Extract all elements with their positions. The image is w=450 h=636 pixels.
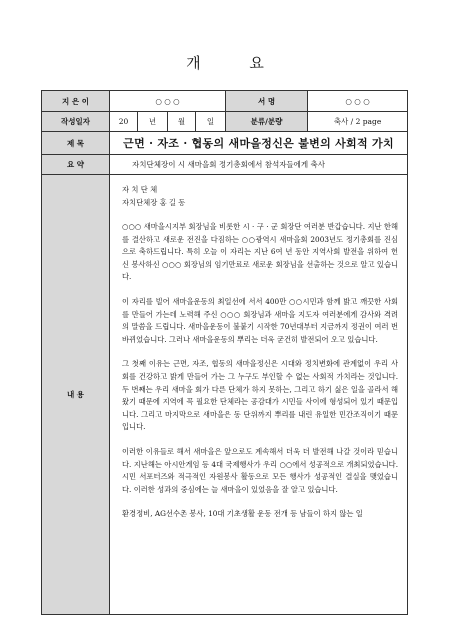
content-paragraph-4: 이러한 이유들로 해서 새마을은 앞으로도 계속해서 더욱 더 발전해 나갈 것이라 믿습니다. 지난해는 아시안게임 등 4대 국제행사가 우리 ○○에서 성공적으로 개최되었습니다. 시민 서포터즈와 적극적인 자원봉사 활동으로 모든 행사가 성공적인 결실을 맺었습니다. 이러한 성과의 중심에는 늘 새마을이 있었음을 잘 알고 있습니다. [122,446,399,494]
author-label: 지 은 이 [42,91,110,112]
date-label: 작성일자 [42,112,110,132]
category-label: 분류/분량 [226,112,308,132]
author-value: ○ ○ ○ [110,91,226,112]
date-year-value: 20 [110,112,138,132]
content-paragraph-3: 그 첫째 이유는 근면, 자조, 협동의 새마을정신은 시대와 정치변화에 관계없이 우리 사회를 건강하고 밝게 만들어 가는 그 누구도 부인할 수 없는 사회적 가치라는 것입니다. 두 번째는 우리 새마을 회가 다른 단체가 하지 못하는, 그리고 하기 싫은 일을 골라서 해 왔기 때문에 지역에 꼭 필요한 단체라는 공감대가 시민들 사이에 형성되어 있기 때문입니다. 그리고 마지막으로 새마을은 동 단위까지 뿌리를 내린 유일한 민간조직이기 때문입니다. [122,359,399,432]
summary-label: 요 약 [42,155,110,175]
content-label: 내 용 [42,175,110,615]
subject-value: 근면 · 자조 · 협동의 새마을정신은 불변의 사회적 가치 [110,132,408,155]
date-year-unit: 년 [138,112,168,132]
summary-form-table [41,90,408,615]
summary-value: 자치단체장이 시 새마을회 정기총회에서 참석자들에게 축사 [110,155,408,175]
content-paragraph-5: 환경정비, AG선수촌 봉사, 10대 기초생활 운동 전개 등 남들이 하지 않는 일 [122,509,363,519]
document-title: 개 요 [186,54,286,72]
date-month-unit: 월 [168,112,196,132]
content-speaker-line: 자치단체장 홍 길 동 [122,198,186,207]
book-title-label: 서 명 [226,91,308,112]
book-title-value: ○ ○ ○ [308,91,408,112]
subject-label: 제 목 [42,132,110,155]
date-day-unit: 일 [196,112,226,132]
content-body [110,175,408,615]
content-paragraph-2: 이 자리를 빌어 새마을운동의 최일선에 서서 400만 ○○시민과 함께 밝고 깨끗한 사회를 만들어 가는데 노력해 주신 ○○○ 회장님과 새마을 지도자 여러분에게 감사와 격려의 말씀을 드립니다. 새마을운동이 불붙기 시작한 70년대부터 지금까지 정권이 여러 번 바뀌었습니다. 그러나 새마을운동의 뿌리는 더욱 굳건히 발전되어 오고 있습니다. [122,296,399,344]
category-value: 축사 / 2 page [308,112,408,132]
content-org-line: 자 치 단 체 [122,185,158,194]
content-paragraph-1: ○○○ 새마을시지부 회장님을 비롯한 시 · 구 · 군 회장단 여러분 반갑습니다. 지난 한해를 결산하고 새로운 전진을 다짐하는 ○○광역시 새마을회 2003년도 정기총회를 진심으로 축하드립니다. 특히 오늘 이 자리는 지난 6여 년 동안 지역사회 발전을 위하여 헌신 봉사하신 ○○○ 회장님의 임기만료로 새로운 회장님을 선출하는 것으로 알고 있습니다. [122,222,399,282]
